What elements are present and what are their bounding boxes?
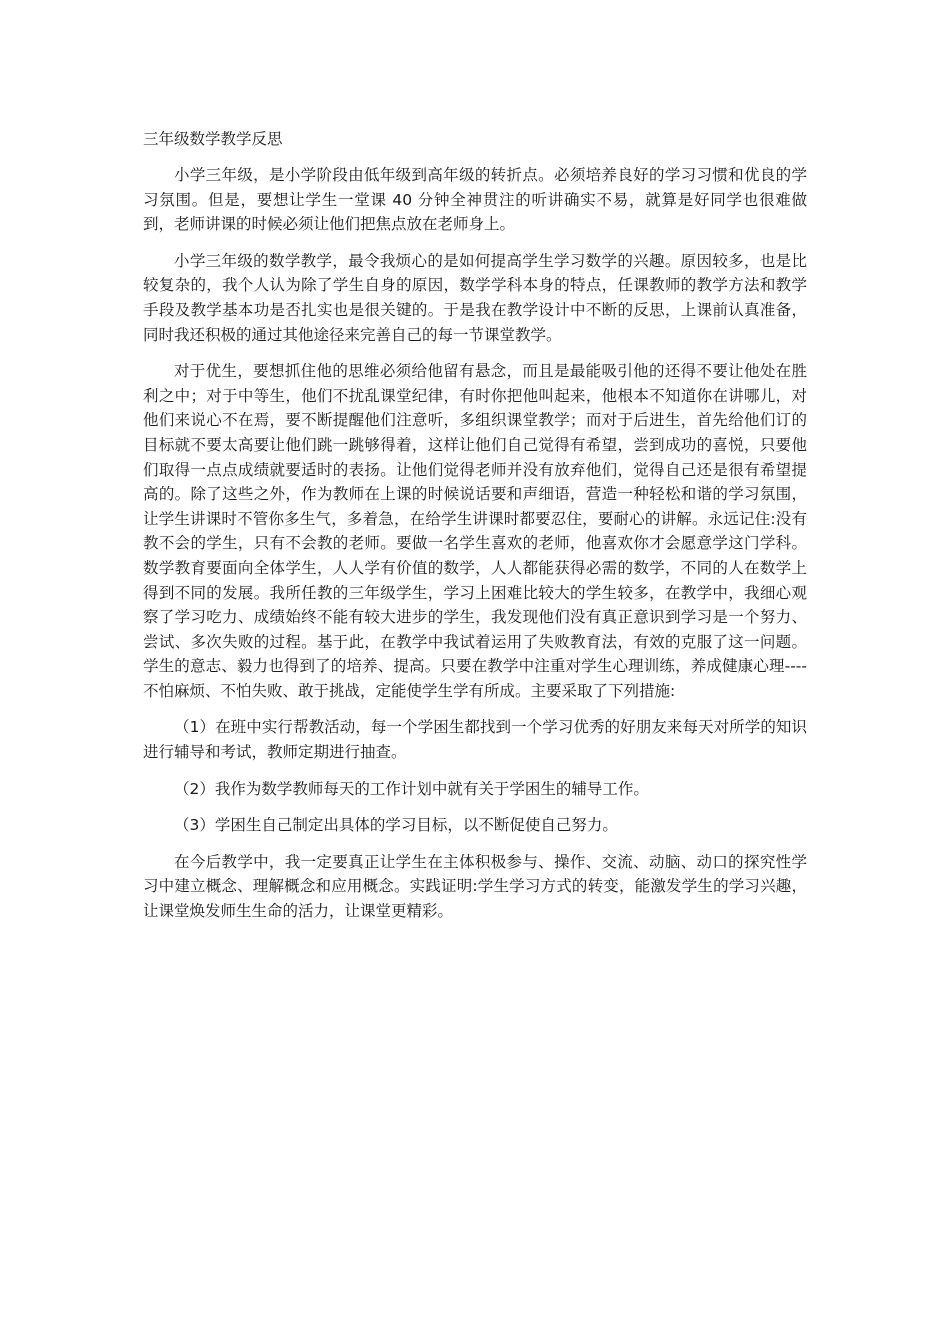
paragraph-conclusion: 在今后教学中，我一定要真正让学生在主体积极参与、操作、交流、动脑、动口的探究性学习中建立概念、理解概念和应用概念。实践证明:学生学习方式的转变，能激发学生的学习兴趣，让课堂焕发师生生命的活力，让课堂更精彩。 — [143, 852, 807, 921]
document-body — [143, 128, 807, 936]
measure-item-3: （3）学困生自己制定出具体的学习目标，以不断促使自己努力。 — [174, 816, 618, 835]
measure-item-2: （2）我作为数学教师每天的工作计划中就有关于学困生的辅导工作。 — [174, 779, 649, 798]
measure-item-1: （1）在班中实行帮教活动，每一个学困生都找到一个学习优秀的好朋友来每天对所学的知识进行辅导和考试，教师定期进行抽查。 — [143, 718, 807, 762]
paragraph-interest: 小学三年级的数学教学，最令我烦心的是如何提高学生学习数学的兴趣。原因较多，也是比较复杂的，我个人认为除了学生自身的原因，数学学科本身的特点，任课教师的教学方法和教学手段及教学基本功是否扎实也是很关键的。于是我在教学设计中不断的反思，上课前认真准备，同时我还积极的通过其他途径来完善自己的每一节课堂教学。 — [143, 251, 807, 344]
paragraph-students: 对于优生，要想抓住他的思维必须给他留有悬念，而且是最能吸引他的还得不要让他处在胜利之中；对于中等生，他们不扰乱课堂纪律，有时你把他叫起来，他根本不知道你在讲哪儿，对他们来说心不在焉，要不断提醒他们注意听，多组织课堂教学；而对于后进生，首先给他们订的目标就不要太高要让他们跳一跳够得着，这样让他们自己觉得有希望，尝到成功的喜悦，只要他们取得一点点成绩就要适时的表扬。让他们觉得老师并没有放弃他们，觉得自己还是很有希望提高的。除了这些之外，作为教师在上课的时候说话要和声细语，营造一种轻松和谐的学习氛围，让学生讲课时不管你多生气，多着急，在给学生讲课时都要忍住，要耐心的讲解。永远记住:没有教不会的学生，只有不会教的老师。要做一名学生喜欢的老师，他喜欢你才会愿意学这门学科。数学教育要面向全体学生，人人学有价值的数学，人人都能获得必需的数学，不同的人在数学上得到不同的发展。我所任教的三年级学生，学习上困难比较大的学生较多，在教学中，我细心观察了学习吃力、成绩始终不能有较大进步的学生，我发现他们没有真正意识到学习是一个努力、尝试、多次失败的过程。基于此，在教学中我试着运用了失败教育法，有效的克服了这一问题。学生的意志、毅力也得到了的培养、提高。只要在教学中注重对学生心理训练，养成健康心理----不怕麻烦、不怕失败、敢于挑战，定能使学生学有所成。主要采取了下列措施: — [143, 362, 807, 700]
paragraph-intro: 小学三年级，是小学阶段由低年级到高年级的转折点。必须培养良好的学习习惯和优良的学习氛围。但是，要想让学生一堂课 40 分钟全神贯注的听讲确实不易，就算是好同学也很难做到，老师讲课的时候必须让他们把焦点放在老师身上。 — [143, 166, 807, 234]
document-title: 三年级数学教学反思 — [143, 130, 283, 148]
